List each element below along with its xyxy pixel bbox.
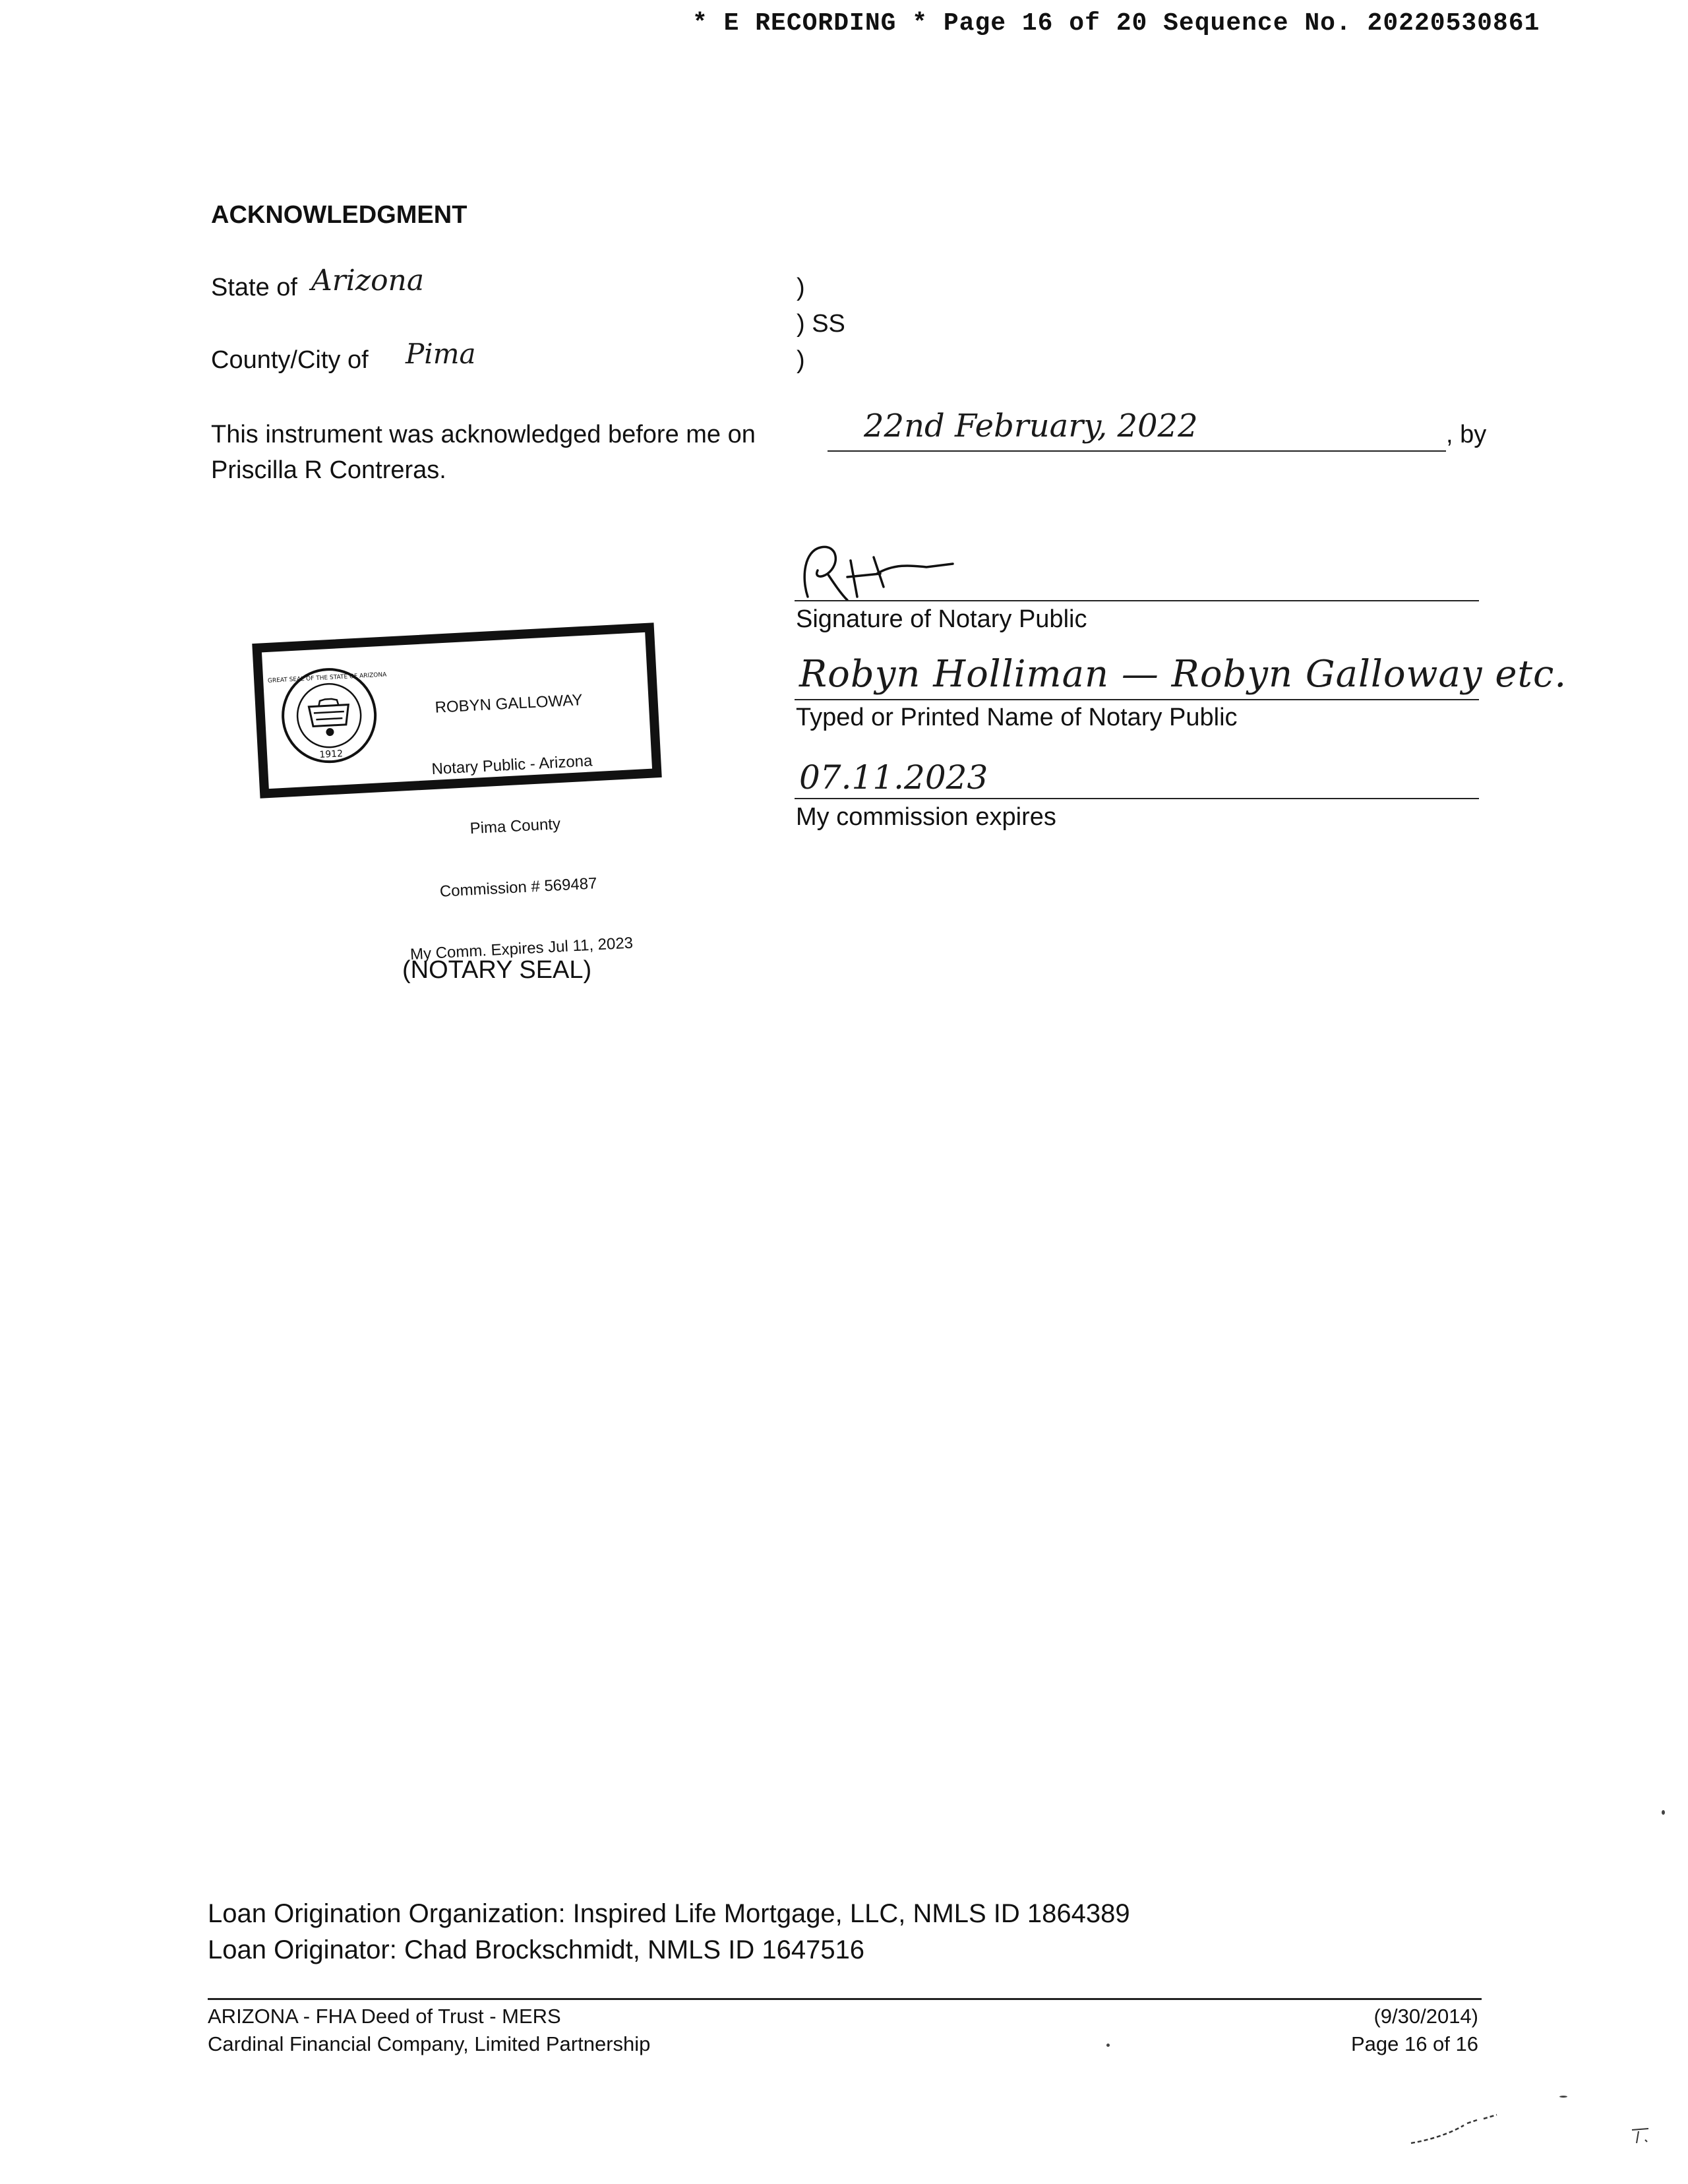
footer-company: Cardinal Financial Company, Limited Partnership xyxy=(208,2032,651,2055)
acknowledgment-date-handwritten: 22nd February, 2022 xyxy=(864,408,1198,444)
printed-name-label: Typed or Printed Name of Notary Public xyxy=(796,704,1238,731)
signature-line xyxy=(795,600,1479,601)
paren-bottom: ) xyxy=(797,346,805,374)
state-label: State of xyxy=(211,274,297,301)
scan-speck xyxy=(1106,2044,1110,2047)
instrument-text: This instrument was acknowledged before me on xyxy=(211,421,756,448)
notary-seal-caption: (NOTARY SEAL) xyxy=(402,956,592,984)
footer-form-date: (9/30/2014) xyxy=(1373,2005,1478,2028)
by-text: , by xyxy=(1446,421,1487,448)
stamp-title: Notary Public - Arizona xyxy=(431,752,593,779)
county-handwritten-value: Pima xyxy=(406,338,476,370)
state-handwritten-value: Arizona xyxy=(311,264,425,297)
expires-label: My commission expires xyxy=(796,803,1056,831)
date-underline xyxy=(828,450,1446,452)
loan-origination-organization: Loan Origination Organization: Inspired Life Mortgage, LLC, NMLS ID 1864389 xyxy=(208,1899,1130,1928)
scan-speck xyxy=(1662,1810,1665,1815)
scan-speck xyxy=(1559,2096,1567,2098)
county-label: County/City of xyxy=(211,346,369,374)
recording-header: * E RECORDING * Page 16 of 20 Sequence No. 20220530861 xyxy=(692,9,1540,38)
paren-top: ) xyxy=(797,274,805,301)
loan-originator: Loan Originator: Chad Brockschmidt, NMLS ID 1647516 xyxy=(208,1935,865,1964)
seal-year-text: 1912 xyxy=(319,748,344,760)
notary-signature xyxy=(795,537,966,610)
stamp-county: Pima County xyxy=(469,815,561,838)
footer-form-name: ARIZONA - FHA Deed of Trust - MERS xyxy=(208,2005,561,2028)
stamp-expiration: My Comm. Expires Jul 11, 2023 xyxy=(409,934,634,964)
footer-page-number: Page 16 of 16 xyxy=(1350,2032,1478,2055)
commission-expiration-handwritten: 07.11.2023 xyxy=(799,758,988,797)
stamp-commission-number: Commission # 569487 xyxy=(439,874,598,901)
signer-name: Priscilla R Contreras. xyxy=(211,456,446,484)
stamp-text xyxy=(371,646,659,1007)
notary-stamp xyxy=(252,622,661,964)
seal-ring-text: GREAT SEAL OF THE STATE OF ARIZONA xyxy=(267,671,387,684)
signature-label: Signature of Notary Public xyxy=(796,605,1087,633)
printed-name-line xyxy=(795,699,1479,700)
acknowledgment-title: ACKNOWLEDGMENT xyxy=(211,201,467,229)
stamp-notary-name: ROBYN GALLOWAY xyxy=(434,691,584,717)
footer-rule xyxy=(208,1998,1482,2000)
scan-marks xyxy=(1629,2123,1655,2150)
venue-ss: ) SS xyxy=(797,310,845,338)
state-seal-icon xyxy=(267,663,387,768)
scan-marks xyxy=(1404,2107,1503,2153)
expires-line xyxy=(795,798,1479,799)
notary-printed-name-handwritten: Robyn Holliman — Robyn Galloway etc. xyxy=(799,653,1567,696)
